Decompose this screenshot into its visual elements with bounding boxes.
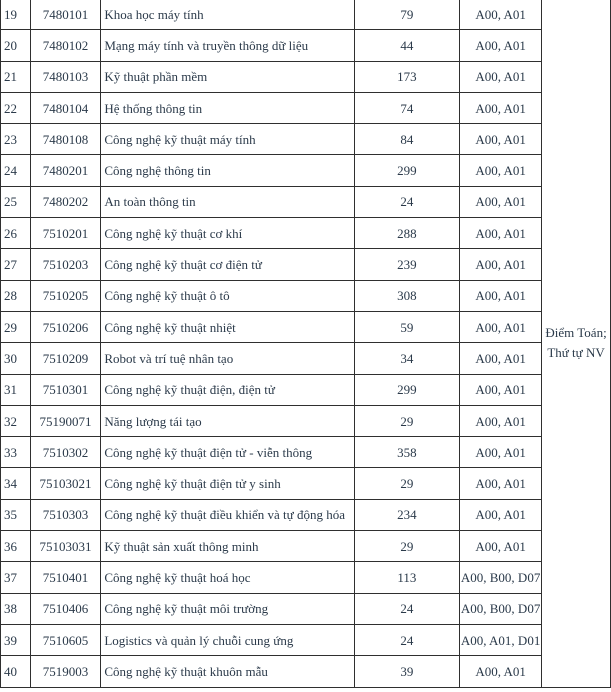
row-number-cell: 36 xyxy=(1,531,31,562)
table-row xyxy=(1,499,611,530)
subject-combinations-cell: A00, A01 xyxy=(460,531,542,562)
table-row xyxy=(1,61,611,92)
row-number-cell: 30 xyxy=(1,343,31,374)
subject-combinations-cell: A00, A01 xyxy=(460,155,542,186)
major-code-cell: 7510302 xyxy=(30,437,101,468)
tiebreak-criteria-cell xyxy=(542,0,611,687)
major-code-cell: 7480202 xyxy=(30,186,101,217)
major-name-cell: Robot và trí tuệ nhân tạo xyxy=(101,343,354,374)
subject-combinations-cell: A00, A01 xyxy=(460,656,542,687)
major-code-cell: 7510303 xyxy=(30,499,101,530)
major-code-cell: 7510209 xyxy=(30,343,101,374)
major-code-cell: 7510406 xyxy=(30,593,101,624)
major-code-cell: 7480101 xyxy=(30,0,101,30)
major-code-cell: 7480201 xyxy=(30,155,101,186)
major-name-cell: Công nghệ kỹ thuật điều khiển và tự động hóa xyxy=(101,499,354,530)
row-number-cell: 24 xyxy=(1,155,31,186)
subject-combinations-cell: A00, A01 xyxy=(460,311,542,342)
major-code-cell: 7510201 xyxy=(30,218,101,249)
table-row xyxy=(1,374,611,405)
table-row xyxy=(1,30,611,61)
major-code-cell: 7480103 xyxy=(30,61,101,92)
major-name-cell: An toàn thông tin xyxy=(101,186,354,217)
row-number-cell: 39 xyxy=(1,624,31,655)
quota-value-cell: 234 xyxy=(354,499,459,530)
table-row xyxy=(1,0,611,30)
row-number-cell: 31 xyxy=(1,374,31,405)
table-row xyxy=(1,656,611,687)
quota-value-cell: 173 xyxy=(354,61,459,92)
quota-value-cell: 39 xyxy=(354,656,459,687)
major-name-cell: Công nghệ kỹ thuật nhiệt xyxy=(101,311,354,342)
quota-value-cell: 29 xyxy=(354,468,459,499)
quota-value-cell: 308 xyxy=(354,280,459,311)
row-number-cell: 40 xyxy=(1,656,31,687)
row-number-cell: 34 xyxy=(1,468,31,499)
major-name-cell: Công nghệ kỹ thuật hoá học xyxy=(101,562,354,593)
subject-combinations-cell: A00, A01 xyxy=(460,218,542,249)
table-row xyxy=(1,311,611,342)
row-number-cell: 19 xyxy=(1,0,31,30)
row-number-cell: 20 xyxy=(1,30,31,61)
subject-combinations-cell: A00, A01 xyxy=(460,343,542,374)
subject-combinations-cell: A00, A01 xyxy=(460,61,542,92)
quota-value-cell: 34 xyxy=(354,343,459,374)
tiebreak-line-1: Điểm Toán; xyxy=(545,324,607,340)
quota-value-cell: 358 xyxy=(354,437,459,468)
quota-value-cell: 29 xyxy=(354,531,459,562)
quota-value-cell: 84 xyxy=(354,124,459,155)
major-name-cell: Công nghệ kỹ thuật môi trường xyxy=(101,593,354,624)
major-name-cell: Công nghệ kỹ thuật điện, điện tử xyxy=(101,374,354,405)
quota-value-cell: 24 xyxy=(354,593,459,624)
row-number-cell: 23 xyxy=(1,124,31,155)
table-row xyxy=(1,624,611,655)
subject-combinations-cell: A00, A01 xyxy=(460,0,542,30)
table-row xyxy=(1,593,611,624)
table-row xyxy=(1,186,611,217)
major-code-cell: 7480102 xyxy=(30,30,101,61)
table-row xyxy=(1,343,611,374)
row-number-cell: 35 xyxy=(1,499,31,530)
row-number-cell: 29 xyxy=(1,311,31,342)
major-name-cell: Công nghệ kỹ thuật cơ khí xyxy=(101,218,354,249)
subject-combinations-cell: A00, A01 xyxy=(460,499,542,530)
table-row xyxy=(1,437,611,468)
major-name-cell: Mạng máy tính và truyền thông dữ liệu xyxy=(101,30,354,61)
major-code-cell: 7510205 xyxy=(30,280,101,311)
major-name-cell: Công nghệ kỹ thuật máy tính xyxy=(101,124,354,155)
major-name-cell: Kỹ thuật sản xuất thông minh xyxy=(101,531,354,562)
major-name-cell: Công nghệ kỹ thuật ô tô xyxy=(101,280,354,311)
subject-combinations-cell: A00, A01 xyxy=(460,249,542,280)
table-body xyxy=(1,0,611,687)
row-number-cell: 33 xyxy=(1,437,31,468)
major-code-cell: 7480108 xyxy=(30,124,101,155)
major-name-cell: Logistics và quản lý chuỗi cung ứng xyxy=(101,624,354,655)
table-row xyxy=(1,531,611,562)
quota-value-cell: 79 xyxy=(354,0,459,30)
major-name-cell: Năng lượng tái tạo xyxy=(101,405,354,436)
subject-combinations-cell: A00, A01 xyxy=(460,280,542,311)
quota-value-cell: 59 xyxy=(354,311,459,342)
major-name-cell: Công nghệ kỹ thuật khuôn mẫu xyxy=(101,656,354,687)
quota-value-cell: 44 xyxy=(354,30,459,61)
subject-combinations-cell: A00, A01 xyxy=(460,30,542,61)
subject-combinations-cell: A00, A01 xyxy=(460,437,542,468)
row-number-cell: 25 xyxy=(1,186,31,217)
row-number-cell: 32 xyxy=(1,405,31,436)
major-code-cell: 75103021 xyxy=(30,468,101,499)
table-row xyxy=(1,92,611,123)
major-code-cell: 7510605 xyxy=(30,624,101,655)
table-row xyxy=(1,468,611,499)
row-number-cell: 22 xyxy=(1,92,31,123)
subject-combinations-cell: A00, B00, D07 xyxy=(460,562,542,593)
table-row xyxy=(1,562,611,593)
major-name-cell: Công nghệ kỹ thuật điện tử y sinh xyxy=(101,468,354,499)
row-number-cell: 37 xyxy=(1,562,31,593)
subject-combinations-cell: A00, A01, D01 xyxy=(460,624,542,655)
major-code-cell: 75190071 xyxy=(30,405,101,436)
subject-combinations-cell: A00, A01 xyxy=(460,468,542,499)
row-number-cell: 21 xyxy=(1,61,31,92)
subject-combinations-cell: A00, A01 xyxy=(460,124,542,155)
major-code-cell: 7519003 xyxy=(30,656,101,687)
row-number-cell: 26 xyxy=(1,218,31,249)
major-code-cell: 7510203 xyxy=(30,249,101,280)
major-code-cell: 7480104 xyxy=(30,92,101,123)
quota-value-cell: 299 xyxy=(354,374,459,405)
table-row xyxy=(1,218,611,249)
major-name-cell: Khoa học máy tính xyxy=(101,0,354,30)
major-name-cell: Công nghệ kỹ thuật điện tử - viễn thông xyxy=(101,437,354,468)
major-name-cell: Công nghệ kỹ thuật cơ điện tử xyxy=(101,249,354,280)
major-code-cell: 7510401 xyxy=(30,562,101,593)
quota-value-cell: 24 xyxy=(354,624,459,655)
major-code-cell: 7510301 xyxy=(30,374,101,405)
major-code-cell: 75103031 xyxy=(30,531,101,562)
quota-value-cell: 113 xyxy=(354,562,459,593)
table-row xyxy=(1,249,611,280)
row-number-cell: 27 xyxy=(1,249,31,280)
subject-combinations-cell: A00, B00, D07 xyxy=(460,593,542,624)
quota-value-cell: 288 xyxy=(354,218,459,249)
quota-value-cell: 29 xyxy=(354,405,459,436)
quota-value-cell: 74 xyxy=(354,92,459,123)
subject-combinations-cell: A00, A01 xyxy=(460,374,542,405)
quota-value-cell: 299 xyxy=(354,155,459,186)
major-name-cell: Công nghệ thông tin xyxy=(101,155,354,186)
major-name-cell: Hệ thống thông tin xyxy=(101,92,354,123)
quota-value-cell: 24 xyxy=(354,186,459,217)
quota-value-cell: 239 xyxy=(354,249,459,280)
major-code-cell: 7510206 xyxy=(30,311,101,342)
table-row xyxy=(1,405,611,436)
table-row xyxy=(1,280,611,311)
major-name-cell: Kỹ thuật phần mềm xyxy=(101,61,354,92)
table-row xyxy=(1,155,611,186)
table-row xyxy=(1,124,611,155)
row-number-cell: 28 xyxy=(1,280,31,311)
subject-combinations-cell: A00, A01 xyxy=(460,186,542,217)
tiebreak-line-2: Thứ tự NV xyxy=(547,344,605,360)
subject-combinations-cell: A00, A01 xyxy=(460,92,542,123)
row-number-cell: 38 xyxy=(1,593,31,624)
subject-combinations-cell: A00, A01 xyxy=(460,405,542,436)
